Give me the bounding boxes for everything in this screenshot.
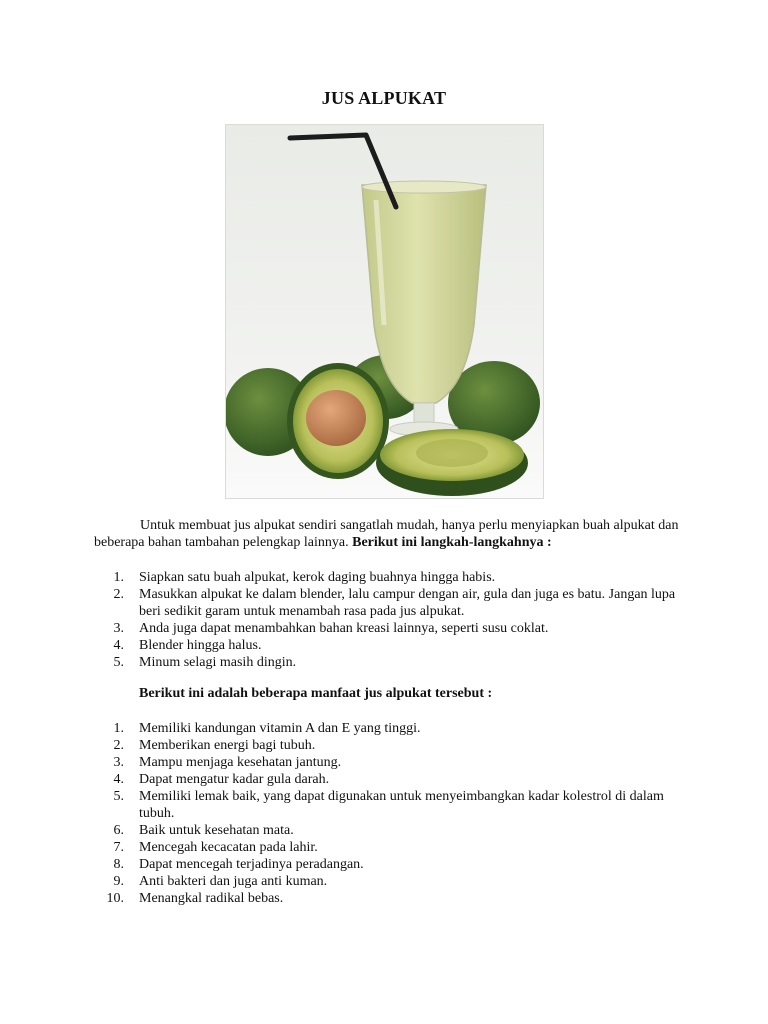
halved-avocado-with-seed (287, 363, 389, 479)
list-item: 10. Menangkal radikal bebas. (106, 891, 284, 906)
list-item: 8. Dapat mencegah terjadinya peradangan. (113, 857, 364, 872)
intro-bold-text: Berikut ini langkah-langkahnya : (352, 535, 552, 550)
list-item: 6. Baik untuk kesehatan mata. (113, 823, 294, 838)
list-item: 3. Mampu menjaga kesehatan jantung. (113, 755, 342, 770)
benefits-heading: Berikut ini adalah beberapa manfaat jus alpukat tersebut : (139, 686, 493, 701)
list-item: 2. Masukkan alpukat ke dalam blender, lalu campur dengan air, gula dan juga es batu. Jangan lupa beri sedikit garam untuk menambah rasa pada jus alpukat. (113, 587, 676, 619)
benefits-list (94, 720, 684, 907)
intro-paragraph (94, 517, 684, 551)
halved-avocado-empty (376, 429, 528, 496)
list-item: 1. Memiliki kandungan vitamin A dan E yang tinggi. (113, 721, 421, 736)
list-item: 1. Siapkan satu buah alpukat, kerok daging buahnya hingga habis. (113, 570, 496, 585)
intro-text: Untuk membuat jus alpukat sendiri sangatlah mudah, hanya perlu menyiapkan buah alpukat dan beberapa bahan tambahan pelengkap lainnya. (94, 518, 679, 550)
list-item: 5. Minum selagi masih dingin. (113, 655, 297, 670)
list-item: 4. Dapat mengatur kadar gula darah. (113, 772, 330, 787)
steps-list (94, 569, 684, 671)
page-title: JUS ALPUKAT (321, 88, 447, 108)
list-item: 3. Anda juga dapat menambahkan bahan kreasi lainnya, seperti susu coklat. (113, 621, 549, 636)
list-item: 2. Memberikan energi bagi tubuh. (113, 738, 316, 753)
list-item: 4. Blender hingga halus. (113, 638, 262, 653)
list-item: 5. Memiliki lemak baik, yang dapat digunakan untuk menyeimbangkan kadar kolestrol di dalam tubuh. (113, 789, 664, 821)
avocado-juice-photo (225, 124, 544, 499)
list-item: 7. Mencegah kecacatan pada lahir. (113, 840, 318, 855)
list-item: 9. Anti bakteri dan juga anti kuman. (113, 874, 328, 889)
